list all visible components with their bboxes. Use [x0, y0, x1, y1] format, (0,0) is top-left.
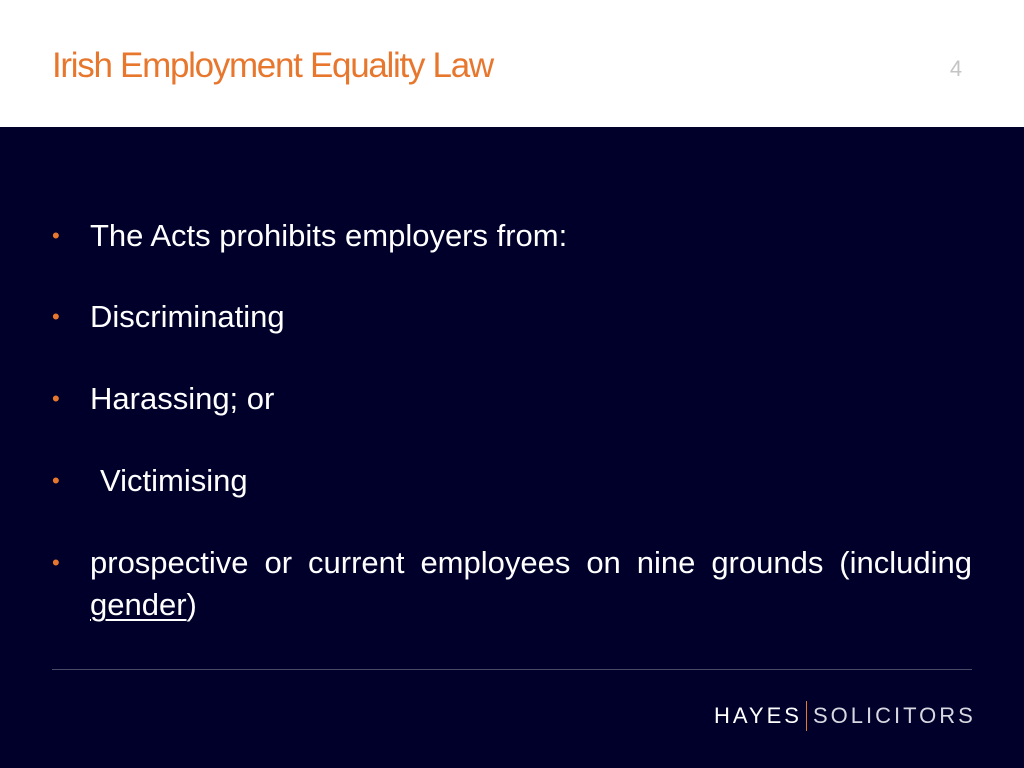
bullet-text [90, 542, 972, 626]
logo-divider [806, 701, 807, 731]
logo-second-word: SOLICITORS [812, 703, 976, 728]
bullet-text: The Acts prohibits employers from: [90, 218, 568, 253]
slide-header [0, 0, 1024, 127]
bullet-icon: • [52, 223, 60, 248]
bullet-icon: • [52, 386, 60, 411]
bullet-text-start: prospective or current employees on nine grounds (including [90, 545, 972, 580]
bullet-item [52, 460, 972, 502]
slide-body [0, 127, 1024, 768]
bullet-item [52, 296, 972, 338]
bullet-text-end: ) [186, 587, 197, 622]
bullet-item [52, 215, 972, 257]
bullet-text: Discriminating [90, 299, 285, 334]
footer-divider [52, 669, 972, 670]
bullet-item [52, 542, 972, 626]
slide-title: Irish Employment Equality Law [52, 46, 493, 85]
logo-first-word: HAYES [714, 703, 802, 728]
bullet-icon: • [52, 304, 60, 329]
bullet-icon: • [52, 468, 60, 493]
gender-underlined: gender [90, 587, 187, 622]
page-number: 4 [949, 56, 963, 81]
bullet-text: Victimising [100, 463, 248, 498]
bullet-icon: • [52, 550, 60, 575]
bullet-text: Harassing; or [90, 381, 275, 416]
hayes-solicitors-logo [714, 700, 976, 732]
bullet-item [52, 378, 972, 420]
